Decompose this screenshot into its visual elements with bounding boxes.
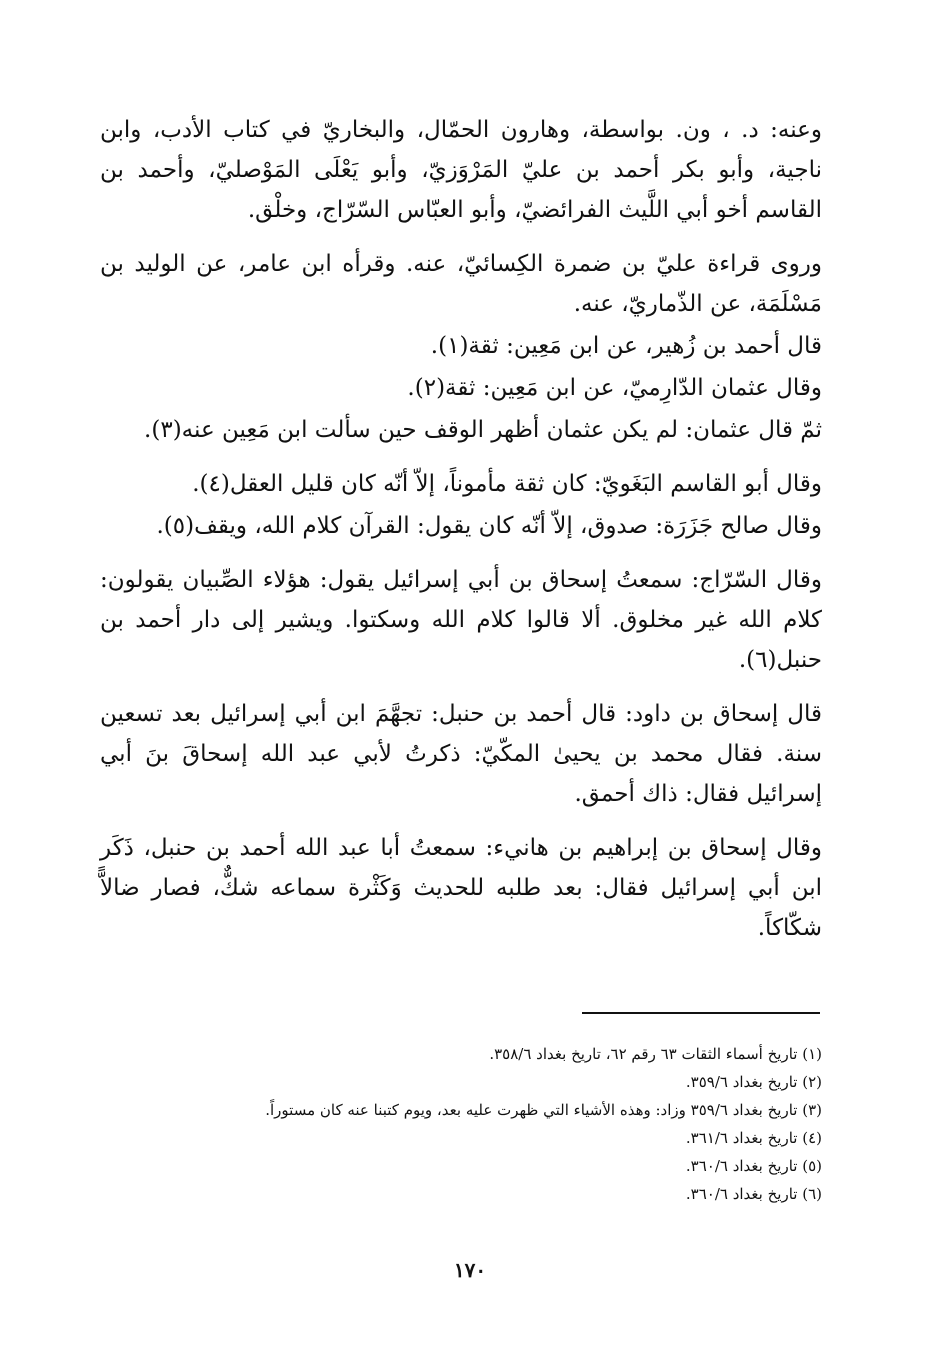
footnotes [100,1040,822,1208]
paragraph-baghawi: وقال أبو القاسم البَغَويّ: كان ثقة مأموناً، إلاّ أنّه كان قليل العقل(٤). [192,471,822,497]
main-text [100,110,822,962]
paragraph-ishaq-dawud: قال إسحاق بن داود: قال أحمد بن حنبل: تجهَّمَ ابن أبي إسرائيل بعد تسعين سنة. فقال محمد بن يحيىٰ المكّيّ: ذكرتُ لأبي عبد الله إسحاقَ بنَ أبي إسرائيل فقال: ذاك أحمق. [100,701,822,807]
footnote-6: (٦) تاريخ بغداد ٣٦٠/٦. [685,1185,822,1203]
paragraph-salih-jazara: وقال صالح جَزَرَة: صدوق، إلاّ أنّه كان يقول: القرآن كلام الله، ويقف(٥). [156,513,822,539]
paragraph-ishaq-hani: وقال إسحاق بن إبراهيم بن هانيء: سمعتُ أبا عبد الله أحمد بن حنبل، ذَكَر ابن أبي إسرائيل فقال: بعد طلبه للحديث وَكَثْرة سماعه شكٌّ، فصار ضالاًّ شكّاكاً. [100,835,822,941]
footnote-5: (٥) تاريخ بغداد ٣٦٠/٦. [685,1157,822,1175]
footnote-divider [582,1012,820,1014]
paragraph-uthman: ثمّ قال عثمان: لم يكن عثمان أظهر الوقف حين سألت ابن مَعِين عنه(٣). [144,417,822,443]
footnote-1: (١) تاريخ أسماء الثقات ٦٣ رقم ٦٢، تاريخ بغداد ٣٥٨/٦. [489,1045,822,1063]
footnote-3: (٣) تاريخ بغداد ٣٥٩/٦ وزاد: وهذه الأشياء التي ظهرت عليه بعد، ويوم كتبنا عنه كان مستوراً. [265,1101,822,1119]
footnote-4: (٤) تاريخ بغداد ٣٦١/٦. [685,1129,822,1147]
paragraph-ibn-zuhair: قال أحمد بن زُهير، عن ابن مَعِين: ثقة(١). [430,333,822,359]
paragraph-darimi: وقال عثمان الدّارِميّ، عن ابن مَعِين: ثقة(٢). [407,375,822,401]
page-number: ١٧٠ [453,1258,487,1282]
paragraph-narrators: وعنه: د. ، ون. بواسطة، وهارون الحمّال، والبخاريّ في كتاب الأدب، وابن ناجية، وأبو بكر أحمد بن عليّ المَرْوَزيّ، وأبو يَعْلَى المَوْصليّ، وأحمد بن القاسم أخو أبي اللَّيث الفرائضيّ، وأبو العبّاس السّرّاج، وخلْق. [100,117,822,223]
footnote-2: (٢) تاريخ بغداد ٣٥٩/٦. [685,1073,822,1091]
paragraph-sarraj: وقال السّرّاج: سمعتُ إسحاق بن أبي إسرائيل يقول: هؤلاء الصِّبيان يقولون: كلام الله غير مخلوق. ألا قالوا كلام الله وسكتوا. ويشير إلى دار أحمد بن حنبل(٦). [100,567,822,673]
paragraph-qiraa: وروى قراءة عليّ بن ضمرة الكِسائيّ، عنه. وقرأه ابن عامر، عن الوليد بن مَسْلَمَة، عن الذّماريّ، عنه. [100,251,822,317]
